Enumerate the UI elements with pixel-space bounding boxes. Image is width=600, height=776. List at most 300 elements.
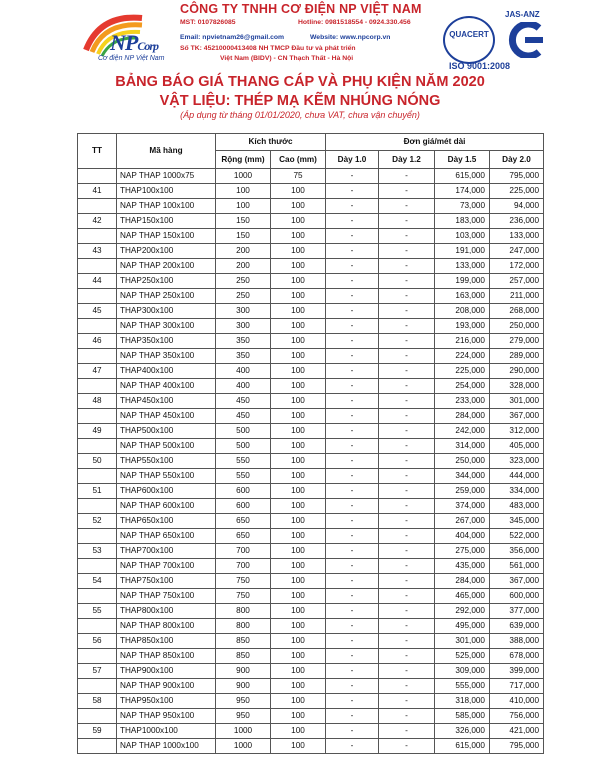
header-height: Cao (mm) <box>271 151 326 169</box>
table-row <box>78 649 544 664</box>
header-tt: TT <box>78 134 117 169</box>
cell-d12: - <box>379 274 435 289</box>
table-row <box>78 469 544 484</box>
cell-d15: 318,000 <box>435 694 490 709</box>
cell-d10: - <box>326 469 379 484</box>
cell-d12: - <box>379 319 435 334</box>
cell-d15: 133,000 <box>435 259 490 274</box>
cell-name: THAP1000x100 <box>117 724 216 739</box>
bank-account-text: Số TK: 45210000413408 NH TMCP Đầu tư và phát triển <box>180 45 356 52</box>
table-row <box>78 589 544 604</box>
quacert-text: QUACERT <box>449 30 489 39</box>
cell-d10: - <box>326 499 379 514</box>
cell-d10: - <box>326 409 379 424</box>
logo-wordmark: NPCorp <box>110 30 159 55</box>
cell-tt <box>78 259 117 274</box>
cell-name: THAP750x100 <box>117 574 216 589</box>
table-row <box>78 349 544 364</box>
cell-d15: 314,000 <box>435 439 490 454</box>
table-row <box>78 304 544 319</box>
cell-d15: 435,000 <box>435 559 490 574</box>
cell-d15: 585,000 <box>435 709 490 724</box>
cell-d12: - <box>379 184 435 199</box>
cell-name: NAP THAP 1000x100 <box>117 739 216 754</box>
cell-height: 100 <box>271 349 326 364</box>
hotline-text: Hotline: 0981518554 - 0924.330.456 <box>298 19 411 26</box>
cell-name: THAP650x100 <box>117 514 216 529</box>
cell-name: THAP450x100 <box>117 394 216 409</box>
cell-d20: 345,000 <box>490 514 544 529</box>
cell-tt <box>78 469 117 484</box>
cell-height: 100 <box>271 319 326 334</box>
cell-d10: - <box>326 349 379 364</box>
cell-tt <box>78 349 117 364</box>
cell-d10: - <box>326 454 379 469</box>
cell-d12: - <box>379 439 435 454</box>
cell-tt: 57 <box>78 664 117 679</box>
cell-width: 500 <box>216 424 271 439</box>
cell-name: NAP THAP 950x100 <box>117 709 216 724</box>
cell-d12: - <box>379 364 435 379</box>
cell-d20: 444,000 <box>490 469 544 484</box>
cell-d10: - <box>326 304 379 319</box>
table-row <box>78 289 544 304</box>
cell-d12: - <box>379 349 435 364</box>
cell-d10: - <box>326 199 379 214</box>
table-row <box>78 484 544 499</box>
cell-d10: - <box>326 484 379 499</box>
cell-width: 750 <box>216 574 271 589</box>
cell-d15: 301,000 <box>435 634 490 649</box>
cell-height: 100 <box>271 619 326 634</box>
cell-d10: - <box>326 559 379 574</box>
cell-d20: 600,000 <box>490 589 544 604</box>
cell-height: 100 <box>271 589 326 604</box>
cell-d15: 216,000 <box>435 334 490 349</box>
cell-name: THAP100x100 <box>117 184 216 199</box>
cell-d10: - <box>326 694 379 709</box>
cell-width: 1000 <box>216 724 271 739</box>
cell-tt: 58 <box>78 694 117 709</box>
cell-height: 100 <box>271 214 326 229</box>
cell-name: THAP200x100 <box>117 244 216 259</box>
cell-tt <box>78 589 117 604</box>
cell-height: 100 <box>271 709 326 724</box>
cell-name: NAP THAP 500x100 <box>117 439 216 454</box>
cell-name: NAP THAP 650x100 <box>117 529 216 544</box>
cell-d15: 163,000 <box>435 289 490 304</box>
cell-name: THAP150x100 <box>117 214 216 229</box>
cell-width: 550 <box>216 454 271 469</box>
cell-tt: 59 <box>78 724 117 739</box>
table-row <box>78 634 544 649</box>
cell-d10: - <box>326 544 379 559</box>
cell-tt: 43 <box>78 244 117 259</box>
cell-d15: 250,000 <box>435 454 490 469</box>
cell-height: 100 <box>271 394 326 409</box>
cell-width: 900 <box>216 664 271 679</box>
cell-d15: 191,000 <box>435 244 490 259</box>
cell-height: 100 <box>271 229 326 244</box>
table-row <box>78 319 544 334</box>
cell-height: 100 <box>271 499 326 514</box>
cell-tt <box>78 559 117 574</box>
header-d15: Dày 1.5 <box>435 151 490 169</box>
cell-d10: - <box>326 574 379 589</box>
cell-tt <box>78 169 117 184</box>
cell-name: NAP THAP 150x100 <box>117 229 216 244</box>
cell-tt: 56 <box>78 634 117 649</box>
cell-name: NAP THAP 850x100 <box>117 649 216 664</box>
cell-height: 100 <box>271 529 326 544</box>
table-row <box>78 739 544 754</box>
table-row <box>78 499 544 514</box>
table-row <box>78 514 544 529</box>
cell-width: 450 <box>216 409 271 424</box>
cell-d10: - <box>326 379 379 394</box>
cell-name: NAP THAP 450x100 <box>117 409 216 424</box>
cell-d12: - <box>379 244 435 259</box>
cell-width: 400 <box>216 379 271 394</box>
jas-anz-text: JAS-ANZ <box>505 10 540 19</box>
cell-d10: - <box>326 214 379 229</box>
header-size: Kích thước <box>216 134 326 151</box>
cell-name: THAP500x100 <box>117 424 216 439</box>
cell-width: 1000 <box>216 739 271 754</box>
cell-d15: 224,000 <box>435 349 490 364</box>
cell-tt: 45 <box>78 304 117 319</box>
table-row <box>78 604 544 619</box>
cell-name: THAP350x100 <box>117 334 216 349</box>
table-row <box>78 664 544 679</box>
cell-d12: - <box>379 724 435 739</box>
cell-d20: 94,000 <box>490 199 544 214</box>
cell-width: 350 <box>216 334 271 349</box>
cell-d20: 312,000 <box>490 424 544 439</box>
cell-d10: - <box>326 334 379 349</box>
cell-d10: - <box>326 739 379 754</box>
cell-width: 300 <box>216 304 271 319</box>
cell-d12: - <box>379 484 435 499</box>
cell-height: 100 <box>271 694 326 709</box>
cell-d10: - <box>326 394 379 409</box>
cell-d10: - <box>326 424 379 439</box>
cell-name: THAP400x100 <box>117 364 216 379</box>
cell-d10: - <box>326 439 379 454</box>
cell-d15: 344,000 <box>435 469 490 484</box>
cell-d15: 615,000 <box>435 169 490 184</box>
cell-name: NAP THAP 750x100 <box>117 589 216 604</box>
price-table-body <box>78 169 544 754</box>
contact-line-1 <box>180 19 442 26</box>
cell-d20: 483,000 <box>490 499 544 514</box>
cell-d12: - <box>379 334 435 349</box>
table-row <box>78 199 544 214</box>
table-row <box>78 694 544 709</box>
cell-width: 200 <box>216 244 271 259</box>
table-row <box>78 409 544 424</box>
cell-name: NAP THAP 700x100 <box>117 559 216 574</box>
cell-d15: 284,000 <box>435 409 490 424</box>
cell-width: 100 <box>216 184 271 199</box>
cell-width: 550 <box>216 469 271 484</box>
cell-d10: - <box>326 169 379 184</box>
table-header-row <box>78 134 544 151</box>
table-row <box>78 169 544 184</box>
cell-name: NAP THAP 100x100 <box>117 199 216 214</box>
cell-d15: 525,000 <box>435 649 490 664</box>
cell-d15: 233,000 <box>435 394 490 409</box>
cell-d15: 309,000 <box>435 664 490 679</box>
quacert-badge-icon <box>443 16 495 64</box>
cell-d20: 561,000 <box>490 559 544 574</box>
cell-d12: - <box>379 709 435 724</box>
cell-tt <box>78 739 117 754</box>
cell-d20: 290,000 <box>490 364 544 379</box>
header-d10: Dày 1.0 <box>326 151 379 169</box>
table-row <box>78 709 544 724</box>
cell-d15: 174,000 <box>435 184 490 199</box>
cell-height: 100 <box>271 544 326 559</box>
cell-height: 100 <box>271 259 326 274</box>
header-d12: Dày 1.2 <box>379 151 435 169</box>
cell-tt: 55 <box>78 604 117 619</box>
cell-tt: 46 <box>78 334 117 349</box>
cell-d10: - <box>326 619 379 634</box>
cell-width: 250 <box>216 289 271 304</box>
cell-width: 700 <box>216 559 271 574</box>
cell-tt <box>78 199 117 214</box>
cell-d15: 183,000 <box>435 214 490 229</box>
cell-d12: - <box>379 424 435 439</box>
cell-d15: 615,000 <box>435 739 490 754</box>
cell-d12: - <box>379 574 435 589</box>
cell-d12: - <box>379 289 435 304</box>
cell-height: 100 <box>271 364 326 379</box>
cell-d12: - <box>379 499 435 514</box>
table-row <box>78 259 544 274</box>
cell-height: 100 <box>271 304 326 319</box>
cell-tt <box>78 379 117 394</box>
cell-d20: 356,000 <box>490 544 544 559</box>
cell-d20: 639,000 <box>490 619 544 634</box>
cell-d15: 193,000 <box>435 319 490 334</box>
table-row <box>78 334 544 349</box>
cell-d12: - <box>379 634 435 649</box>
header-d20: Dày 2.0 <box>490 151 544 169</box>
cell-d15: 225,000 <box>435 364 490 379</box>
cell-tt <box>78 439 117 454</box>
cell-height: 100 <box>271 574 326 589</box>
bank-name-text: Việt Nam (BIDV) - CN Thạch Thất - Hà Nội <box>220 55 354 62</box>
cell-d20: 522,000 <box>490 529 544 544</box>
cell-d20: 367,000 <box>490 409 544 424</box>
cell-tt: 51 <box>78 484 117 499</box>
cell-d12: - <box>379 514 435 529</box>
cell-name: THAP550x100 <box>117 454 216 469</box>
company-name: CÔNG TY TNHH CƠ ĐIỆN NP VIỆT NAM <box>180 2 422 16</box>
cell-name: THAP250x100 <box>117 274 216 289</box>
cell-width: 900 <box>216 679 271 694</box>
table-row <box>78 394 544 409</box>
cell-d15: 199,000 <box>435 274 490 289</box>
table-row <box>78 364 544 379</box>
cell-width: 250 <box>216 274 271 289</box>
cell-width: 950 <box>216 694 271 709</box>
table-row <box>78 544 544 559</box>
cell-height: 100 <box>271 559 326 574</box>
cell-name: NAP THAP 900x100 <box>117 679 216 694</box>
cell-d10: - <box>326 319 379 334</box>
cell-d20: 756,000 <box>490 709 544 724</box>
cell-d12: - <box>379 559 435 574</box>
cell-tt <box>78 289 117 304</box>
cell-width: 1000 <box>216 169 271 184</box>
cell-tt <box>78 649 117 664</box>
cell-d20: 717,000 <box>490 679 544 694</box>
cell-height: 100 <box>271 484 326 499</box>
cell-tt: 53 <box>78 544 117 559</box>
cell-d20: 334,000 <box>490 484 544 499</box>
cell-d20: 405,000 <box>490 439 544 454</box>
table-row <box>78 574 544 589</box>
cell-d20: 795,000 <box>490 739 544 754</box>
cell-d12: - <box>379 679 435 694</box>
email-text: Email: npvietnam26@gmail.com <box>180 34 285 41</box>
cell-width: 600 <box>216 484 271 499</box>
cell-height: 100 <box>271 454 326 469</box>
cell-name: NAP THAP 1000x75 <box>117 169 216 184</box>
cell-width: 300 <box>216 319 271 334</box>
cell-d12: - <box>379 379 435 394</box>
cell-d15: 555,000 <box>435 679 490 694</box>
cell-d20: 236,000 <box>490 214 544 229</box>
cell-height: 100 <box>271 409 326 424</box>
cell-height: 100 <box>271 289 326 304</box>
table-row <box>78 274 544 289</box>
table-row <box>78 244 544 259</box>
cell-width: 700 <box>216 544 271 559</box>
cell-d15: 208,000 <box>435 304 490 319</box>
cell-tt <box>78 319 117 334</box>
cell-height: 100 <box>271 439 326 454</box>
cell-width: 800 <box>216 619 271 634</box>
cell-d15: 103,000 <box>435 229 490 244</box>
price-note: (Áp dụng từ tháng 01/01/2020, chưa VAT, chưa vận chuyển) <box>180 110 420 120</box>
cell-height: 100 <box>271 199 326 214</box>
contact-line-2 <box>180 34 442 41</box>
cell-d10: - <box>326 709 379 724</box>
jas-anz-c-icon <box>499 22 547 58</box>
cell-width: 100 <box>216 199 271 214</box>
certification-logos <box>443 10 551 71</box>
cell-d12: - <box>379 589 435 604</box>
cell-height: 100 <box>271 184 326 199</box>
cell-d12: - <box>379 694 435 709</box>
cell-d20: 377,000 <box>490 604 544 619</box>
cell-d12: - <box>379 199 435 214</box>
cell-d10: - <box>326 604 379 619</box>
table-row <box>78 379 544 394</box>
cell-height: 100 <box>271 469 326 484</box>
cell-name: THAP700x100 <box>117 544 216 559</box>
cell-height: 100 <box>271 274 326 289</box>
cell-d15: 495,000 <box>435 619 490 634</box>
cell-name: NAP THAP 600x100 <box>117 499 216 514</box>
cell-d12: - <box>379 664 435 679</box>
table-row <box>78 454 544 469</box>
cell-width: 200 <box>216 259 271 274</box>
cell-d12: - <box>379 259 435 274</box>
cell-tt: 48 <box>78 394 117 409</box>
cell-name: NAP THAP 300x100 <box>117 319 216 334</box>
cell-d20: 211,000 <box>490 289 544 304</box>
cell-height: 75 <box>271 169 326 184</box>
np-corp-logo <box>80 10 180 70</box>
mst-text: MST: 0107826085 <box>180 19 236 26</box>
cell-d20: 421,000 <box>490 724 544 739</box>
cell-d12: - <box>379 529 435 544</box>
cell-d15: 242,000 <box>435 424 490 439</box>
cell-d15: 404,000 <box>435 529 490 544</box>
cell-d12: - <box>379 544 435 559</box>
cell-d20: 279,000 <box>490 334 544 349</box>
cell-d10: - <box>326 664 379 679</box>
cell-d15: 465,000 <box>435 589 490 604</box>
cell-width: 600 <box>216 499 271 514</box>
cell-width: 750 <box>216 589 271 604</box>
cell-d15: 267,000 <box>435 514 490 529</box>
cell-d12: - <box>379 739 435 754</box>
cell-width: 850 <box>216 634 271 649</box>
cell-tt: 41 <box>78 184 117 199</box>
cell-width: 650 <box>216 529 271 544</box>
cell-d20: 388,000 <box>490 634 544 649</box>
cell-d10: - <box>326 679 379 694</box>
cell-d10: - <box>326 514 379 529</box>
cell-width: 150 <box>216 214 271 229</box>
cell-d12: - <box>379 214 435 229</box>
cell-name: THAP800x100 <box>117 604 216 619</box>
cell-width: 500 <box>216 439 271 454</box>
cell-name: THAP900x100 <box>117 664 216 679</box>
cell-tt <box>78 229 117 244</box>
cell-height: 100 <box>271 679 326 694</box>
cell-d15: 284,000 <box>435 574 490 589</box>
cell-d12: - <box>379 229 435 244</box>
table-row <box>78 529 544 544</box>
cell-tt: 42 <box>78 214 117 229</box>
cell-d10: - <box>326 724 379 739</box>
cell-tt: 47 <box>78 364 117 379</box>
cell-d20: 289,000 <box>490 349 544 364</box>
cell-name: THAP300x100 <box>117 304 216 319</box>
cell-name: THAP950x100 <box>117 694 216 709</box>
table-row <box>78 424 544 439</box>
table-row <box>78 559 544 574</box>
cell-d20: 257,000 <box>490 274 544 289</box>
cell-d15: 292,000 <box>435 604 490 619</box>
cell-name: NAP THAP 350x100 <box>117 349 216 364</box>
cell-d20: 268,000 <box>490 304 544 319</box>
cell-width: 450 <box>216 394 271 409</box>
cell-d20: 367,000 <box>490 574 544 589</box>
document-title: BẢNG BÁO GIÁ THANG CÁP VÀ PHỤ KIỆN NĂM 2020 <box>115 74 485 90</box>
cell-d15: 275,000 <box>435 544 490 559</box>
iso-text: ISO 9001:2008 <box>449 61 511 71</box>
cell-height: 100 <box>271 379 326 394</box>
table-row <box>78 229 544 244</box>
